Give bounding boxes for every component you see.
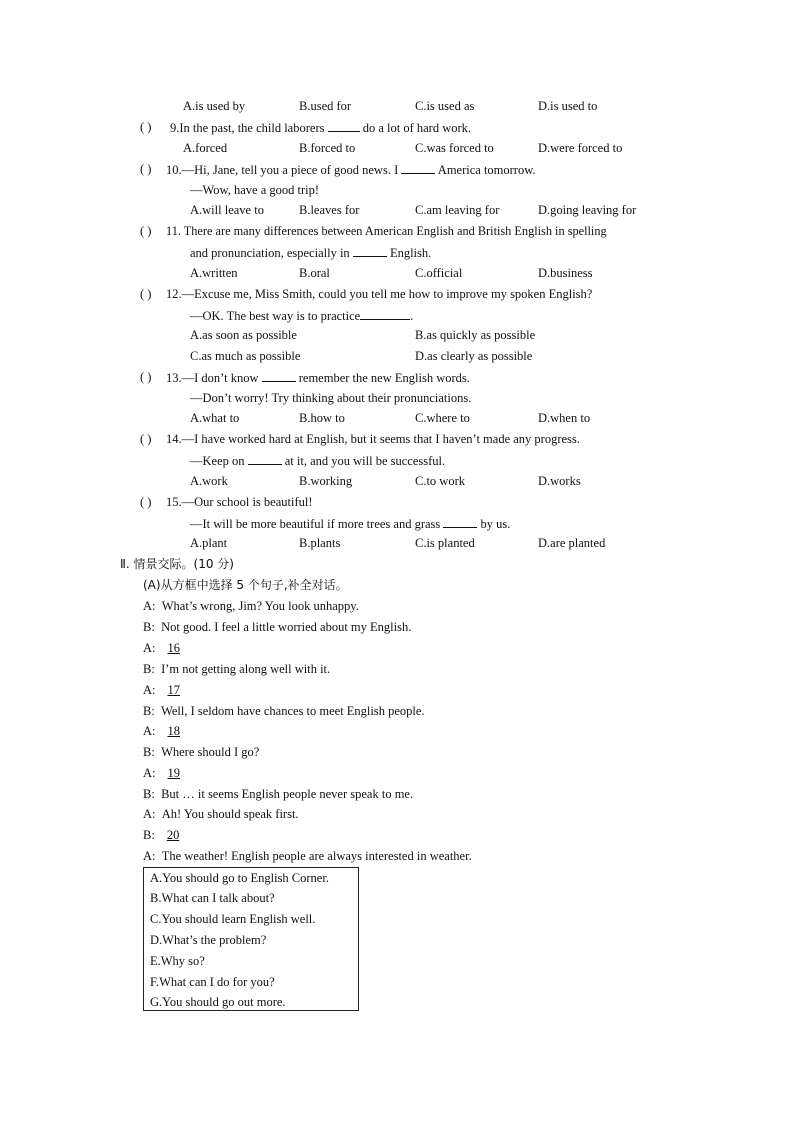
answer-blank[interactable]: [328, 119, 360, 132]
dialogue-line: B: I’m not getting along well with it.: [143, 662, 331, 676]
question-stem: 15.—Our school is beautiful!: [166, 495, 313, 509]
choice-c: C.You should learn English well.: [150, 912, 316, 926]
dialogue-line: B: Where should I go?: [143, 745, 260, 759]
option-b: B.oral: [299, 266, 330, 280]
choices-box: [143, 867, 359, 1011]
question-stem: 14.—I have worked hard at English, but it seems that I haven’t made any progress.: [166, 432, 580, 446]
choice-g: G.You should go out more.: [150, 995, 286, 1009]
choice-a: A.You should go to English Corner.: [150, 871, 329, 885]
option-b: B.forced to: [299, 141, 356, 155]
answer-blank-19[interactable]: 19: [167, 766, 180, 780]
answer-blank-18[interactable]: 18: [167, 724, 180, 738]
option-a: A.as soon as possible: [190, 328, 297, 342]
option-a: A.written: [190, 266, 238, 280]
option-d: D.when to: [538, 411, 591, 425]
option-c: C.is planted: [415, 536, 475, 550]
question-reply: —Don’t worry! Try thinking about their pronunciations.: [190, 391, 472, 405]
choice-e: E.Why so?: [150, 954, 205, 968]
option-a: A.is used by: [183, 99, 246, 113]
option-d: D.is used to: [538, 99, 598, 113]
answer-paren[interactable]: ( ): [140, 287, 152, 301]
choice-d: D.What’s the problem?: [150, 933, 267, 947]
section-title: Ⅱ. 情景交际。(10 分): [120, 557, 234, 571]
question-stem: 13.—I don’t know remember the new English words.: [166, 371, 470, 385]
answer-paren[interactable]: ( ): [140, 432, 152, 446]
dialogue-line: B: But … it seems English people never speak to me.: [143, 787, 414, 801]
choice-f: F.What can I do for you?: [150, 975, 275, 989]
question-stem: 10.—Hi, Jane, tell you a piece of good news. I America tomorrow.: [166, 163, 536, 177]
question-stem: 9.In the past, the child laborers do a lot of hard work.: [170, 121, 472, 135]
option-c: C.was forced to: [415, 141, 494, 155]
question-reply: —Keep on at it, and you will be successful.: [190, 454, 446, 468]
answer-blank-17[interactable]: 17: [167, 683, 180, 697]
question-stem: 11. There are many differences between American English and British English in spelling: [166, 224, 607, 238]
option-b: B.as quickly as possible: [415, 328, 536, 342]
dialogue-line: A: 18: [143, 723, 190, 739]
question-reply: —OK. The best way is to practice .: [190, 309, 414, 323]
option-b: B.leaves for: [299, 203, 360, 217]
option-c: C.official: [415, 266, 463, 280]
option-c: C.where to: [415, 411, 470, 425]
option-b: B.plants: [299, 536, 341, 550]
answer-paren[interactable]: ( ): [140, 495, 152, 509]
option-d: D.as clearly as possible: [415, 349, 533, 363]
answer-blank[interactable]: [443, 515, 477, 528]
answer-paren[interactable]: ( ): [140, 370, 152, 384]
answer-paren[interactable]: ( ): [140, 224, 152, 238]
option-c: C.am leaving for: [415, 203, 500, 217]
option-d: D.are planted: [538, 536, 606, 550]
dialogue-line: A: Ah! You should speak first.: [143, 807, 299, 821]
answer-blank[interactable]: [360, 307, 410, 320]
choice-b: B.What can I talk about?: [150, 891, 275, 905]
dialogue-line: B: 20: [143, 827, 189, 843]
option-b: B.used for: [299, 99, 352, 113]
dialogue-line: B: Not good. I feel a little worried about my English.: [143, 620, 412, 634]
option-c: C.is used as: [415, 99, 475, 113]
dialogue-line: B: Well, I seldom have chances to meet English people.: [143, 704, 425, 718]
option-c: C.to work: [415, 474, 465, 488]
dialogue-line: A: 17: [143, 682, 190, 698]
answer-blank[interactable]: [248, 452, 282, 465]
option-a: A.forced: [183, 141, 228, 155]
answer-blank-20[interactable]: 20: [166, 828, 180, 842]
question-stem: 12.—Excuse me, Miss Smith, could you tell me how to improve my spoken English?: [166, 287, 593, 301]
option-c: C.as much as possible: [190, 349, 301, 363]
dialogue-line: A: The weather! English people are always interested in weather.: [143, 849, 472, 863]
question-stem-cont: and pronunciation, especially in English.: [190, 246, 432, 260]
option-a: A.work: [190, 474, 228, 488]
answer-blank[interactable]: [401, 161, 435, 174]
option-a: A.plant: [190, 536, 228, 550]
option-d: D.were forced to: [538, 141, 623, 155]
option-a: A.will leave to: [190, 203, 264, 217]
answer-paren[interactable]: ( ): [140, 162, 152, 176]
option-d: D.works: [538, 474, 581, 488]
question-reply: —Wow, have a good trip!: [190, 183, 320, 197]
option-a: A.what to: [190, 411, 240, 425]
dialogue-line: A: What’s wrong, Jim? You look unhappy.: [143, 599, 359, 613]
answer-paren[interactable]: ( ): [140, 120, 152, 134]
answer-blank[interactable]: [353, 244, 387, 257]
option-d: D.going leaving for: [538, 203, 637, 217]
question-reply: —It will be more beautiful if more trees and grass by us.: [190, 517, 511, 531]
dialogue-line: A: 16: [143, 640, 190, 656]
answer-blank-16[interactable]: 16: [167, 641, 180, 655]
option-b: B.working: [299, 474, 353, 488]
option-d: D.business: [538, 266, 593, 280]
section-instructions: (A)从方框中选择 5 个句子,补全对话。: [143, 578, 348, 592]
option-b: B.how to: [299, 411, 345, 425]
answer-blank[interactable]: [262, 369, 296, 382]
dialogue-line: A: 19: [143, 765, 190, 781]
